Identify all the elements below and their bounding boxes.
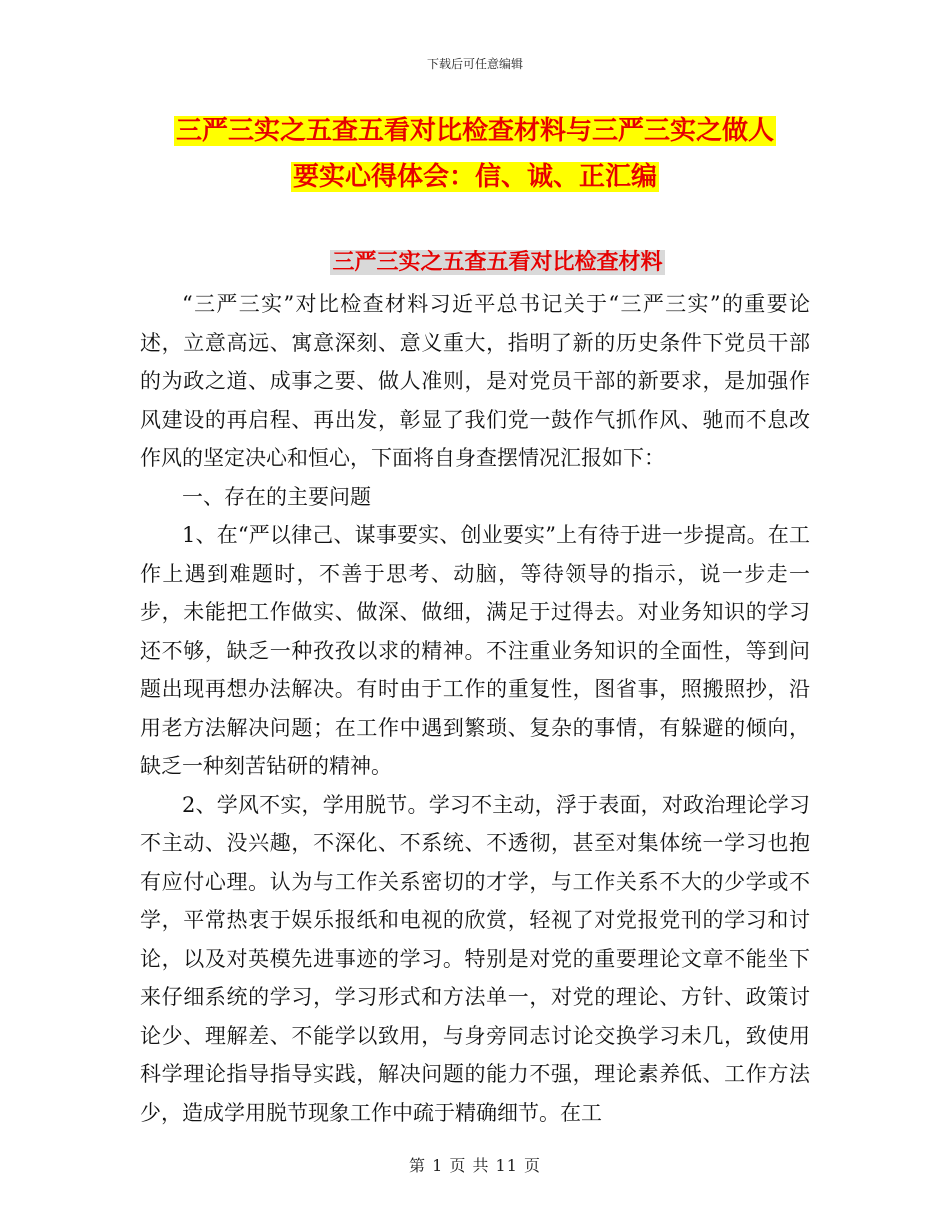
main-title-line-2: 要实心得体会：信、诚、正汇编 [292,162,657,192]
header-note: 下载后可任意编辑 [426,57,523,71]
body-text [140,285,810,1132]
section-title-text: 三严三实之五查五看对比检查材料 [332,250,663,275]
main-title [140,108,810,200]
paragraph-heading-problems: 一、存在的主要问题 [182,484,371,509]
section-title [0,246,950,280]
page-number-footer: 第 1 页 共 11 页 [409,1156,541,1175]
paragraph-item-1: 1、在“严以律己、谋事要实、创业要实”上有待于进一步提高。在工作上遇到难题时，不善于思考、动脑，等待领导的指示，说一步走一步，未能把工作做实、做深、做细，满足于过得去。对业务知识的学习还不够，缺乏一种孜孜以求的精神。不注重业务知识的全面性，等到问题出现再想办法解决。有时由于工作的重复性，图省事，照搬照抄，沿用老方法解决问题；在工作中遇到繁琐、复杂的事情，有躲避的倾向，缺乏一种刻苦钻研的精神。 [140,523,810,778]
paragraph-item-2: 2、学风不实，学用脱节。学习不主动，浮于表面，对政治理论学习不主动、没兴趣，不深化、不系统、不透彻，甚至对集体统一学习也抱有应付心理。认为与工作关系密切的才学，与工作关系不大的少学或不学，平常热衷于娱乐报纸和电视的欣赏，轻视了对党报党刊的学习和讨论，以及对英模先进事迹的学习。特别是对党的重要理论文章不能坐下来仔细系统的学习，学习形式和方法单一，对党的理论、方针、政策讨论少、理解差、不能学以致用，与身旁同志讨论交换学习未几，致使用科学理论指导指导实践，解决问题的能力不强，理论素养低、工作方法少，造成学用脱节现象工作中疏于精确细节。在工 [140,792,810,1125]
main-title-line-1: 三严三实之五查五看对比检查材料与三严三实之做人 [175,116,774,146]
paragraph-intro: “三严三实”对比检查材料习近平总书记关于“三严三实”的重要论述，立意高远、寓意深刻、意义重大，指明了新的历史条件下党员干部的为政之道、成事之要、做人准则，是对党员干部的新要求，是加强作风建设的再启程、再出发，彰显了我们党一鼓作气抓作风、驰而不息改作风的坚定决心和恒心，下面将自身查摆情况汇报如下： [140,292,810,470]
